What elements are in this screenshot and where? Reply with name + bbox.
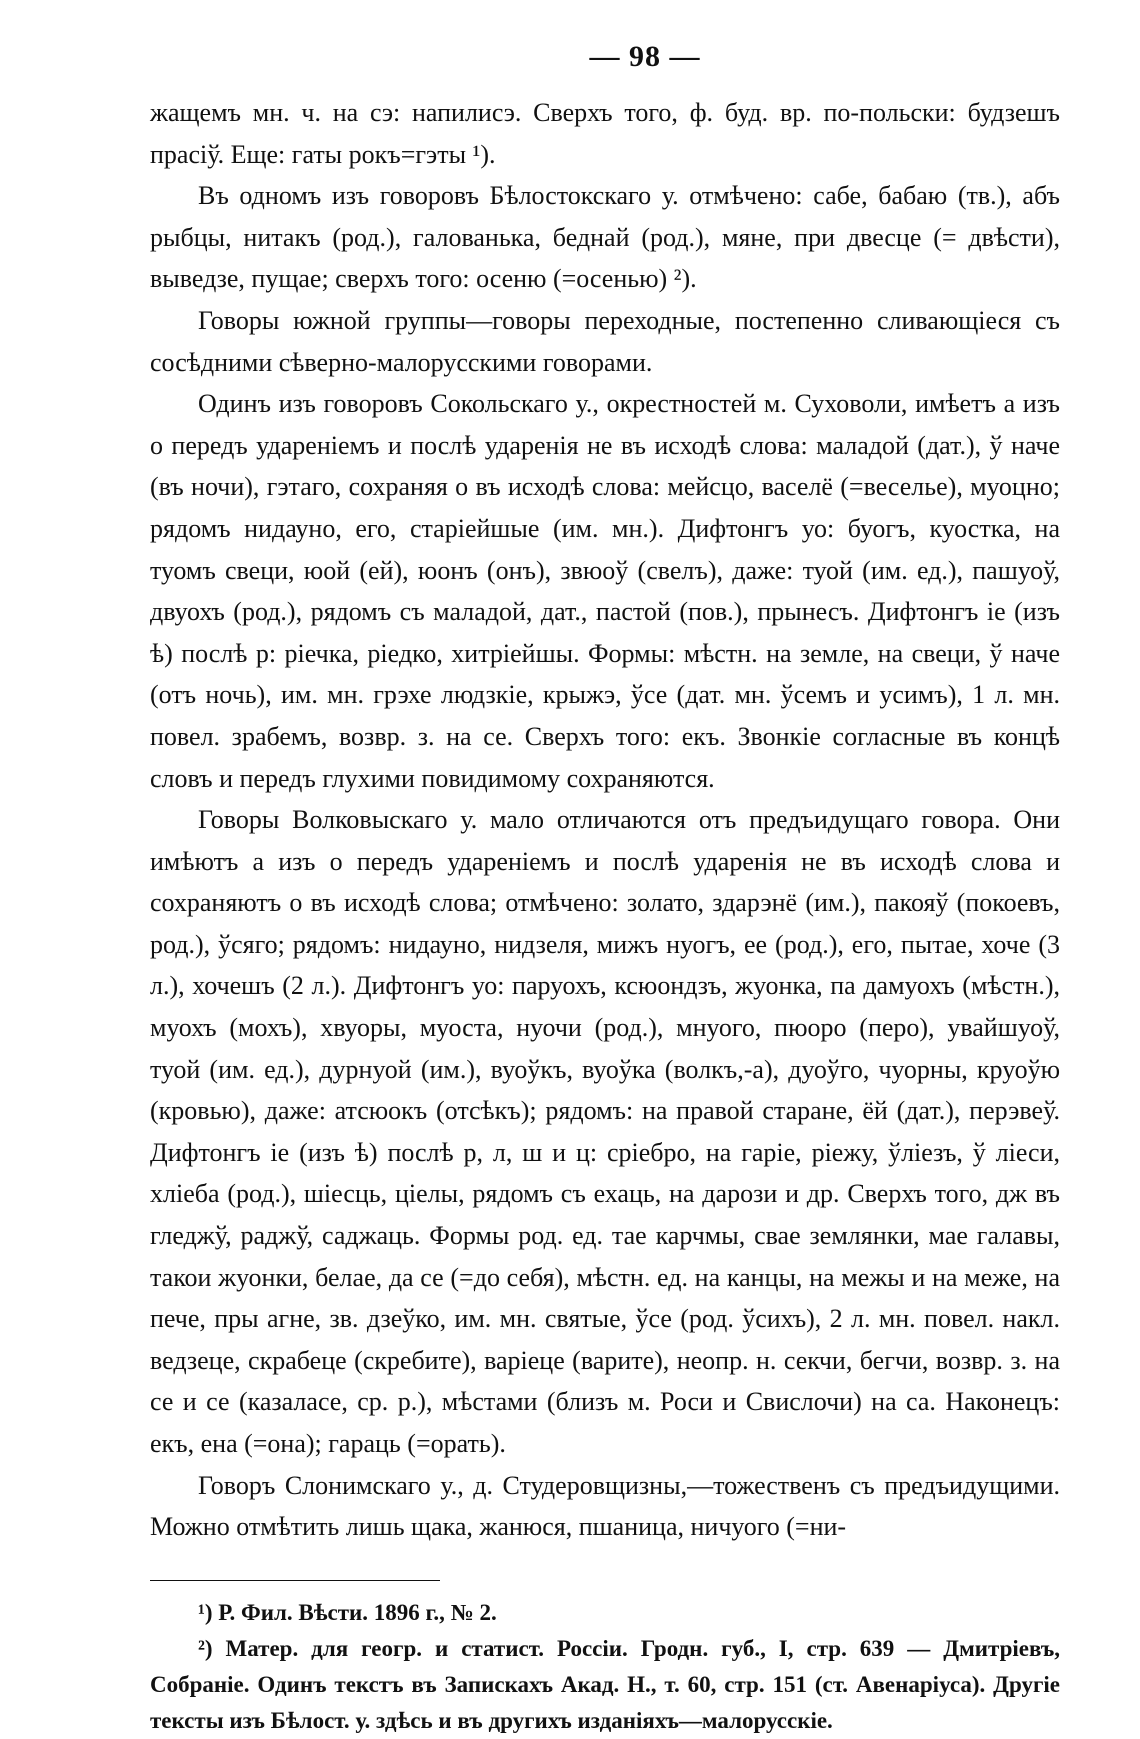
paragraph-continuation: жащемъ мн. ч. на сэ: напилисэ. Сверхъ того, ф. буд. вр. по-польски: будзешъ прасіў. Еще: гаты рокъ=гэты ¹).: [150, 98, 1060, 169]
paragraph-belostok: Въ одномъ изъ говоровъ Бѣлостокскаго у. отмѣчено: сабе, бабаю (тв.), абъ рыбцы, нитакъ (род.), галованька, беднай (род.), мяне, при двесце (= двѣсти), выведзе, пущае; сверхъ того: осеню (=осенью) ²).: [150, 181, 1060, 294]
paragraph-southern-group: Говоры южной группы—говоры переходные, постепенно сливающіеся съ сосѣдними сѣверно-малорусскими говорами.: [150, 305, 1060, 377]
document-page: [150, 40, 1060, 1739]
page-number: — 98 —: [589, 40, 701, 73]
main-text: [150, 92, 1060, 1548]
footnote-divider: [150, 1580, 440, 1581]
paragraph-slonim: Говоръ Слонимскаго у., д. Студеровщизны,—тожественъ съ предъидущими. Можно отмѣтить лишь щака, жанюся, пшаница, ничуого (=ни-: [150, 1470, 1060, 1542]
paragraph-sokolka: Одинъ изъ говоровъ Сокольскаго у., окрестностей м. Суховоли, имѣетъ а изъ о передъ удареніемъ и послѣ ударенія не въ исходѣ слова: маладой (дат.), ў наче (въ ночи), гэтаго, сохраняя о въ исходѣ слова: мейсцо, васелё (=веселье), муоцно; рядомъ нидауно, его, старіейшые (им. мн.). Дифтонгъ уо: буогъ, куостка, на туомъ свеци, юой (ей), юонъ (онъ), звюоў (свелъ), даже: туой (им. ед.), пашуоў, двуохъ (род.), рядомъ съ маладой, дат., пастой (пов.), прынесъ. Дифтонгъ іе (изъ ѣ) послѣ р: ріечка, ріедко, хитріейшы. Формы: мѣстн. на земле, на свеци, ў наче (отъ ночь), им. мн. грэхе людзкіе, крыжэ, ўсе (дат. мн. ўсемъ и усимъ), 1 л. мн. повел. зрабемъ, возвр. з. на се. Сверхъ того: екъ. Звонкіе согласные въ концѣ словъ и передъ глухими повидимому сохраняются.: [150, 389, 1060, 793]
footnotes: [150, 1595, 1060, 1739]
footnote-1: ¹) Р. Фил. Вѣсти. 1896 г., № 2.: [198, 1599, 497, 1625]
footnote-2: ²) Матер. для геогр. и статист. Россіи. Гродн. губ., I, стр. 639 — Дмитріевъ, Собраніе. Одинъ текстъ въ Запискахъ Акад. Н., т. 60, стр. 151 (ст. Авенаріуса). Другіе тексты изъ Бѣлост. у. здѣсь и въ другихъ изданіяхъ—малорусскіе.: [150, 1635, 1060, 1733]
paragraph-volkovysk: Говоры Волковыскаго у. мало отличаются отъ предъидущаго говора. Они имѣютъ а изъ о передъ удареніемъ и послѣ ударенія не въ исходѣ слова и сохраняютъ о въ исходѣ слова; отмѣчено: золато, здарэнё (им.), пакояў (покоевъ, род.), ўсяго; рядомъ: нидауно, нидзеля, мижъ нуогъ, ее (род.), его, пытае, хоче (3 л.), хочешъ (2 л.). Дифтонгъ уо: паруохъ, ксюондзъ, жуонка, па дамуохъ (мѣстн.), муохъ (мохъ), хвуоры, муоста, нуочи (род.), мнуого, пюоро (перо), увайшуоў, туой (им. ед.), дурнуой (им.), вуоўкъ, вуоўка (волкъ,-а), дуоўго, чуорны, круоўю (кровью), даже: атсюокъ (отсѣкъ); рядомъ: на правой старане, ёй (дат.), перэвеў. Дифтонгъ іе (изъ ѣ) послѣ р, л, ш и ц: сріебро, на гаріе, ріежу, ўліезъ, ў ліеси, хліеба (род.), шіесць, ціелы, рядомъ съ ехаць, на дарози и др. Сверхъ того, дж въ гледжў, раджў, саджаць. Формы род. ед. тае карчмы, свае землянки, мае галавы, такои жуонки, белае, да се (=до себя), мѣстн. ед. на канцы, на межы и на меже, на пече, пры агне, зв. дзеўко, им. мн. святые, ўсе (род. ўсихъ), 2 л. мн. повел. накл. ведзеце, скрабеце (скребите), варіеце (варите), неопр. н. секчи, бегчи, возвр. з. на се и се (казаласе, ср. р.), мѣстами (близъ м. Роси и Свислочи) на са. Наконецъ: екъ, ена (=она); гараць (=орать).: [150, 805, 1060, 1458]
